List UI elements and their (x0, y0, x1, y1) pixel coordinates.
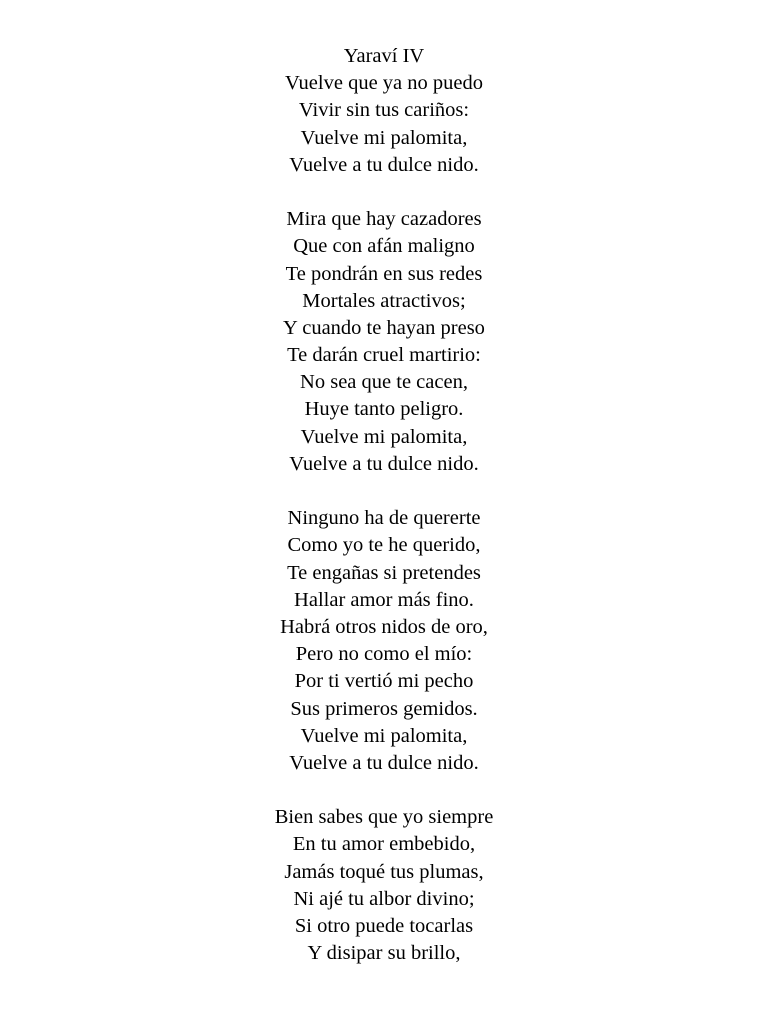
verse-line: Mortales atractivos; (302, 289, 466, 312)
verse-line: Que con afán maligno (293, 235, 475, 258)
verse-line: Si otro puede tocarlas (294, 915, 474, 937)
verse-line: Te darán cruel martirio: (287, 344, 481, 367)
stanza-gap (0, 179, 768, 206)
verse-line: Vuelve a tu dulce nido. (289, 452, 479, 475)
verse-line: Como yo te he querido, (287, 534, 481, 557)
verse-line: Y disipar su brillo, (307, 942, 461, 965)
stanza-2 (0, 206, 768, 478)
verse-line: Hallar amor más fino. (294, 588, 474, 611)
verse-line: En tu amor embebido, (292, 833, 476, 856)
verse-line: Ni ajé tu albor divino; (293, 887, 475, 910)
verse-line: Vuelve mi palomita, (300, 724, 468, 747)
verse-line: Huye tanto peligro. (304, 398, 464, 421)
verse-line: No sea que te cacen, (300, 371, 468, 394)
stanza-gap (0, 777, 768, 804)
verse-line: Vuelve mi palomita, (300, 425, 468, 448)
verse-line: Bien sabes que yo siempre (274, 806, 494, 829)
verse-line: Vivir sin tus cariños: (298, 99, 470, 122)
verse-line: Jamás toqué tus plumas, (284, 860, 484, 883)
verse-line: Por ti vertió mi pecho (294, 670, 474, 693)
verse-line: Ninguno ha de quererte (287, 507, 481, 530)
verse-line: Te pondrán en sus redes (285, 262, 483, 285)
verse-line: Te engañas si pretendes (287, 561, 481, 584)
verse-line: Mira que hay cazadores (286, 208, 482, 231)
stanza-gap (0, 478, 768, 505)
stanza-1 (0, 70, 768, 179)
stanza-4 (0, 804, 768, 967)
verse-line: Vuelve que ya no puedo (284, 72, 483, 95)
verse-line: Vuelve mi palomita, (300, 126, 468, 149)
verse-line: Habrá otros nidos de oro, (280, 615, 488, 638)
verse-line: Vuelve a tu dulce nido. (289, 153, 479, 176)
verse-line: Sus primeros gemidos. (290, 697, 478, 720)
verse-line: Pero no como el mío: (295, 643, 473, 666)
verse-line: Vuelve a tu dulce nido. (289, 751, 479, 774)
stanza-3 (0, 505, 768, 777)
verse-line: Y cuando te hayan preso (283, 316, 485, 339)
poem-title: Yaraví IV (343, 45, 425, 67)
poem-page (0, 43, 768, 967)
